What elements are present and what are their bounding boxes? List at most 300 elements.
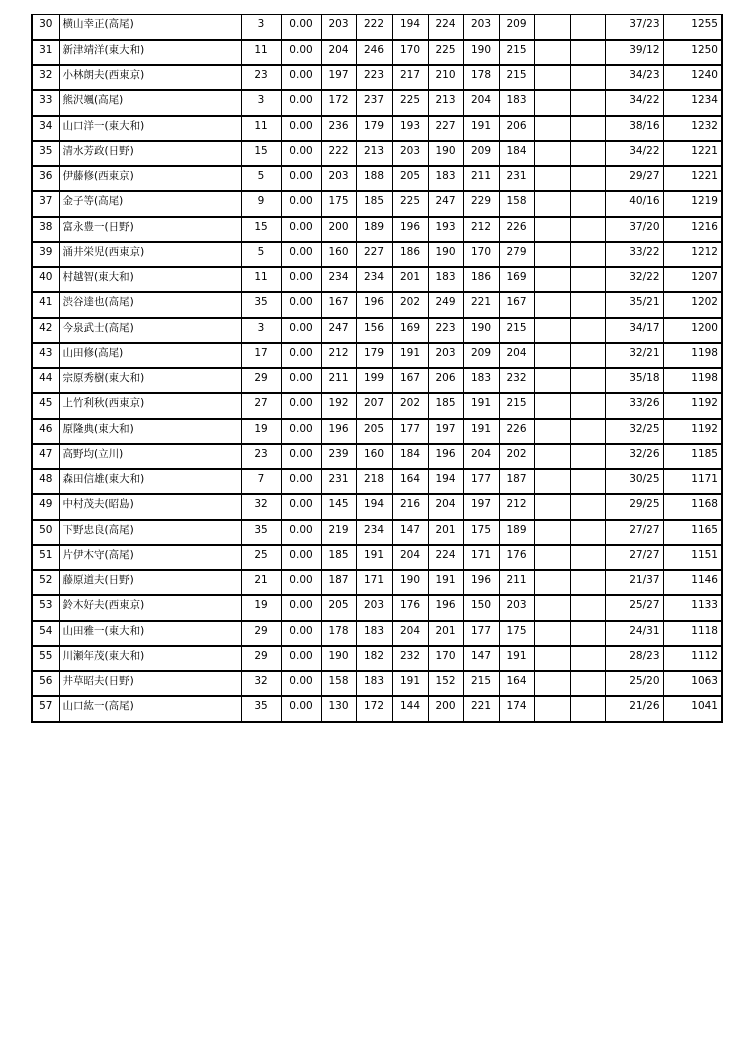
game-1-cell: 231	[321, 469, 356, 494]
empty-cell	[534, 646, 570, 671]
win-loss-cell: 35/18	[605, 368, 663, 393]
total-score-cell: 1192	[663, 393, 722, 418]
game-3-cell: 184	[392, 444, 428, 469]
game-1-cell: 196	[321, 419, 356, 444]
game-6-cell: 231	[499, 166, 534, 191]
handicap-cell: 17	[241, 343, 281, 368]
total-score-cell: 1146	[663, 570, 722, 595]
win-loss-cell: 34/23	[605, 65, 663, 90]
game-4-cell: 223	[428, 318, 463, 343]
game-2-cell: 183	[356, 621, 392, 646]
game-4-cell: 201	[428, 520, 463, 545]
empty-cell	[570, 65, 605, 90]
total-score-cell: 1216	[663, 217, 722, 242]
game-3-cell: 217	[392, 65, 428, 90]
empty-cell	[534, 267, 570, 292]
total-score-cell: 1200	[663, 318, 722, 343]
handicap-cell: 21	[241, 570, 281, 595]
rank-cell: 40	[32, 267, 59, 292]
game-1-cell: 172	[321, 90, 356, 115]
total-score-cell: 1151	[663, 545, 722, 570]
average-cell: 0.00	[281, 621, 321, 646]
game-2-cell: 205	[356, 419, 392, 444]
handicap-cell: 15	[241, 217, 281, 242]
empty-cell	[570, 696, 605, 721]
game-1-cell: 200	[321, 217, 356, 242]
handicap-cell: 11	[241, 116, 281, 141]
rank-cell: 52	[32, 570, 59, 595]
game-5-cell: 203	[463, 15, 499, 40]
total-score-cell: 1168	[663, 494, 722, 519]
empty-cell	[570, 595, 605, 620]
game-5-cell: 221	[463, 292, 499, 317]
table-row	[32, 267, 722, 292]
empty-cell	[534, 368, 570, 393]
empty-cell	[534, 520, 570, 545]
game-6-cell: 184	[499, 141, 534, 166]
game-2-cell: 237	[356, 90, 392, 115]
handicap-cell: 29	[241, 646, 281, 671]
empty-cell	[570, 393, 605, 418]
average-cell: 0.00	[281, 393, 321, 418]
player-name-cell: 清水芳政(日野)	[59, 141, 241, 166]
empty-cell	[534, 570, 570, 595]
empty-cell	[570, 646, 605, 671]
table-row	[32, 166, 722, 191]
empty-cell	[570, 292, 605, 317]
rank-cell: 38	[32, 217, 59, 242]
total-score-cell: 1185	[663, 444, 722, 469]
player-name-cell: 伊藤修(西東京)	[59, 166, 241, 191]
game-4-cell: 190	[428, 141, 463, 166]
table-row	[32, 570, 722, 595]
game-4-cell: 183	[428, 166, 463, 191]
game-5-cell: 209	[463, 343, 499, 368]
handicap-cell: 35	[241, 696, 281, 721]
total-score-cell: 1133	[663, 595, 722, 620]
game-4-cell: 200	[428, 696, 463, 721]
game-5-cell: 211	[463, 166, 499, 191]
handicap-cell: 35	[241, 520, 281, 545]
game-6-cell: 203	[499, 595, 534, 620]
total-score-cell: 1232	[663, 116, 722, 141]
table-row	[32, 671, 722, 696]
handicap-cell: 19	[241, 595, 281, 620]
empty-cell	[570, 419, 605, 444]
game-4-cell: 196	[428, 595, 463, 620]
game-2-cell: 189	[356, 217, 392, 242]
player-name-cell: 新津靖洋(東大和)	[59, 40, 241, 65]
game-4-cell: 152	[428, 671, 463, 696]
game-1-cell: 175	[321, 191, 356, 216]
empty-cell	[570, 40, 605, 65]
game-4-cell: 203	[428, 343, 463, 368]
average-cell: 0.00	[281, 343, 321, 368]
game-3-cell: 232	[392, 646, 428, 671]
table-row	[32, 242, 722, 267]
game-6-cell: 232	[499, 368, 534, 393]
total-score-cell: 1118	[663, 621, 722, 646]
game-2-cell: 191	[356, 545, 392, 570]
rank-cell: 45	[32, 393, 59, 418]
table-row	[32, 65, 722, 90]
empty-cell	[570, 267, 605, 292]
handicap-cell: 11	[241, 267, 281, 292]
game-3-cell: 225	[392, 90, 428, 115]
game-5-cell: 191	[463, 419, 499, 444]
win-loss-cell: 38/16	[605, 116, 663, 141]
game-5-cell: 183	[463, 368, 499, 393]
average-cell: 0.00	[281, 469, 321, 494]
game-5-cell: 204	[463, 444, 499, 469]
table-row	[32, 116, 722, 141]
average-cell: 0.00	[281, 444, 321, 469]
game-1-cell: 222	[321, 141, 356, 166]
game-1-cell: 130	[321, 696, 356, 721]
handicap-cell: 35	[241, 292, 281, 317]
empty-cell	[570, 116, 605, 141]
game-4-cell: 196	[428, 444, 463, 469]
player-name-cell: 中村茂夫(昭島)	[59, 494, 241, 519]
average-cell: 0.00	[281, 671, 321, 696]
game-3-cell: 191	[392, 671, 428, 696]
game-1-cell: 204	[321, 40, 356, 65]
empty-cell	[534, 696, 570, 721]
game-6-cell: 202	[499, 444, 534, 469]
player-name-cell: 山田雅一(東大和)	[59, 621, 241, 646]
player-name-cell: 山口洋一(東大和)	[59, 116, 241, 141]
game-2-cell: 246	[356, 40, 392, 65]
game-2-cell: 171	[356, 570, 392, 595]
total-score-cell: 1255	[663, 15, 722, 40]
rank-cell: 53	[32, 595, 59, 620]
rank-cell: 48	[32, 469, 59, 494]
handicap-cell: 32	[241, 671, 281, 696]
player-name-cell: 村越智(東大和)	[59, 267, 241, 292]
game-5-cell: 170	[463, 242, 499, 267]
game-6-cell: 279	[499, 242, 534, 267]
game-1-cell: 158	[321, 671, 356, 696]
game-1-cell: 234	[321, 267, 356, 292]
win-loss-cell: 40/16	[605, 191, 663, 216]
game-3-cell: 164	[392, 469, 428, 494]
table-row	[32, 368, 722, 393]
game-4-cell: 249	[428, 292, 463, 317]
game-3-cell: 193	[392, 116, 428, 141]
average-cell: 0.00	[281, 292, 321, 317]
win-loss-cell: 25/27	[605, 595, 663, 620]
win-loss-cell: 33/22	[605, 242, 663, 267]
win-loss-cell: 27/27	[605, 545, 663, 570]
handicap-cell: 5	[241, 242, 281, 267]
game-2-cell: 234	[356, 267, 392, 292]
handicap-cell: 29	[241, 621, 281, 646]
average-cell: 0.00	[281, 368, 321, 393]
table-row	[32, 191, 722, 216]
player-name-cell: 宗原秀樹(東大和)	[59, 368, 241, 393]
table-row	[32, 469, 722, 494]
score-table	[31, 14, 723, 723]
handicap-cell: 3	[241, 15, 281, 40]
player-name-cell: 富永豊一(日野)	[59, 217, 241, 242]
empty-cell	[534, 545, 570, 570]
empty-cell	[534, 494, 570, 519]
average-cell: 0.00	[281, 696, 321, 721]
game-2-cell: 156	[356, 318, 392, 343]
average-cell: 0.00	[281, 65, 321, 90]
table-row	[32, 520, 722, 545]
game-2-cell: 203	[356, 595, 392, 620]
game-2-cell: 196	[356, 292, 392, 317]
total-score-cell: 1221	[663, 166, 722, 191]
table-row	[32, 15, 722, 40]
game-6-cell: 206	[499, 116, 534, 141]
win-loss-cell: 34/17	[605, 318, 663, 343]
rank-cell: 47	[32, 444, 59, 469]
table-row	[32, 292, 722, 317]
rank-cell: 44	[32, 368, 59, 393]
win-loss-cell: 32/22	[605, 267, 663, 292]
game-1-cell: 160	[321, 242, 356, 267]
game-3-cell: 170	[392, 40, 428, 65]
empty-cell	[570, 469, 605, 494]
empty-cell	[534, 393, 570, 418]
game-5-cell: 171	[463, 545, 499, 570]
total-score-cell: 1171	[663, 469, 722, 494]
average-cell: 0.00	[281, 545, 321, 570]
game-2-cell: 179	[356, 116, 392, 141]
average-cell: 0.00	[281, 141, 321, 166]
game-1-cell: 190	[321, 646, 356, 671]
player-name-cell: 下野忠良(高尾)	[59, 520, 241, 545]
table-row	[32, 393, 722, 418]
game-3-cell: 190	[392, 570, 428, 595]
game-6-cell: 226	[499, 217, 534, 242]
average-cell: 0.00	[281, 90, 321, 115]
game-2-cell: 183	[356, 671, 392, 696]
handicap-cell: 5	[241, 166, 281, 191]
game-3-cell: 147	[392, 520, 428, 545]
rank-cell: 57	[32, 696, 59, 721]
empty-cell	[534, 15, 570, 40]
empty-cell	[570, 90, 605, 115]
game-6-cell: 215	[499, 40, 534, 65]
game-6-cell: 158	[499, 191, 534, 216]
player-name-cell: 藤原道夫(日野)	[59, 570, 241, 595]
empty-cell	[534, 65, 570, 90]
average-cell: 0.00	[281, 116, 321, 141]
total-score-cell: 1240	[663, 65, 722, 90]
rank-cell: 42	[32, 318, 59, 343]
win-loss-cell: 34/22	[605, 90, 663, 115]
game-5-cell: 229	[463, 191, 499, 216]
game-2-cell: 179	[356, 343, 392, 368]
game-3-cell: 176	[392, 595, 428, 620]
game-5-cell: 209	[463, 141, 499, 166]
empty-cell	[534, 671, 570, 696]
game-1-cell: 197	[321, 65, 356, 90]
win-loss-cell: 34/22	[605, 141, 663, 166]
rank-cell: 34	[32, 116, 59, 141]
handicap-cell: 3	[241, 318, 281, 343]
game-5-cell: 197	[463, 494, 499, 519]
empty-cell	[534, 90, 570, 115]
game-4-cell: 183	[428, 267, 463, 292]
game-5-cell: 215	[463, 671, 499, 696]
game-1-cell: 187	[321, 570, 356, 595]
win-loss-cell: 37/23	[605, 15, 663, 40]
win-loss-cell: 30/25	[605, 469, 663, 494]
game-2-cell: 185	[356, 191, 392, 216]
game-2-cell: 182	[356, 646, 392, 671]
empty-cell	[570, 166, 605, 191]
rank-cell: 37	[32, 191, 59, 216]
game-2-cell: 218	[356, 469, 392, 494]
player-name-cell: 片伊木守(高尾)	[59, 545, 241, 570]
game-1-cell: 203	[321, 15, 356, 40]
average-cell: 0.00	[281, 267, 321, 292]
empty-cell	[570, 368, 605, 393]
game-5-cell: 175	[463, 520, 499, 545]
player-name-cell: 上竹利秋(西東京)	[59, 393, 241, 418]
rank-cell: 46	[32, 419, 59, 444]
game-3-cell: 177	[392, 419, 428, 444]
game-1-cell: 185	[321, 545, 356, 570]
average-cell: 0.00	[281, 217, 321, 242]
empty-cell	[534, 116, 570, 141]
game-6-cell: 167	[499, 292, 534, 317]
game-5-cell: 191	[463, 116, 499, 141]
game-1-cell: 145	[321, 494, 356, 519]
empty-cell	[534, 191, 570, 216]
empty-cell	[534, 419, 570, 444]
game-5-cell: 177	[463, 469, 499, 494]
game-1-cell: 167	[321, 292, 356, 317]
player-name-cell: 井草昭夫(日野)	[59, 671, 241, 696]
table-row	[32, 141, 722, 166]
game-5-cell: 177	[463, 621, 499, 646]
handicap-cell: 7	[241, 469, 281, 494]
table-row	[32, 444, 722, 469]
game-5-cell: 190	[463, 318, 499, 343]
game-1-cell: 219	[321, 520, 356, 545]
game-1-cell: 239	[321, 444, 356, 469]
player-name-cell: 今泉武士(高尾)	[59, 318, 241, 343]
empty-cell	[570, 545, 605, 570]
total-score-cell: 1234	[663, 90, 722, 115]
game-4-cell: 224	[428, 15, 463, 40]
total-score-cell: 1192	[663, 419, 722, 444]
player-name-cell: 鈴木好夫(西東京)	[59, 595, 241, 620]
total-score-cell: 1219	[663, 191, 722, 216]
rank-cell: 50	[32, 520, 59, 545]
game-2-cell: 172	[356, 696, 392, 721]
game-6-cell: 215	[499, 65, 534, 90]
handicap-cell: 15	[241, 141, 281, 166]
rank-cell: 51	[32, 545, 59, 570]
handicap-cell: 19	[241, 419, 281, 444]
game-6-cell: 211	[499, 570, 534, 595]
game-2-cell: 188	[356, 166, 392, 191]
total-score-cell: 1198	[663, 368, 722, 393]
game-5-cell: 221	[463, 696, 499, 721]
rank-cell: 54	[32, 621, 59, 646]
game-6-cell: 215	[499, 393, 534, 418]
game-1-cell: 178	[321, 621, 356, 646]
win-loss-cell: 24/31	[605, 621, 663, 646]
total-score-cell: 1041	[663, 696, 722, 721]
game-6-cell: 189	[499, 520, 534, 545]
player-name-cell: 熊沢颯(高尾)	[59, 90, 241, 115]
player-name-cell: 小林朗夫(西東京)	[59, 65, 241, 90]
game-4-cell: 206	[428, 368, 463, 393]
game-3-cell: 216	[392, 494, 428, 519]
game-4-cell: 191	[428, 570, 463, 595]
player-name-cell: 金子等(高尾)	[59, 191, 241, 216]
total-score-cell: 1250	[663, 40, 722, 65]
game-4-cell: 190	[428, 242, 463, 267]
empty-cell	[570, 141, 605, 166]
empty-cell	[570, 242, 605, 267]
table-row	[32, 419, 722, 444]
game-5-cell: 191	[463, 393, 499, 418]
rank-cell: 30	[32, 15, 59, 40]
table-row	[32, 646, 722, 671]
game-6-cell: 175	[499, 621, 534, 646]
average-cell: 0.00	[281, 419, 321, 444]
empty-cell	[534, 141, 570, 166]
win-loss-cell: 29/27	[605, 166, 663, 191]
empty-cell	[570, 15, 605, 40]
game-3-cell: 205	[392, 166, 428, 191]
game-3-cell: 169	[392, 318, 428, 343]
average-cell: 0.00	[281, 166, 321, 191]
game-1-cell: 205	[321, 595, 356, 620]
game-4-cell: 194	[428, 469, 463, 494]
game-3-cell: 196	[392, 217, 428, 242]
rank-cell: 39	[32, 242, 59, 267]
rank-cell: 55	[32, 646, 59, 671]
game-1-cell: 192	[321, 393, 356, 418]
game-3-cell: 204	[392, 545, 428, 570]
total-score-cell: 1165	[663, 520, 722, 545]
empty-cell	[534, 343, 570, 368]
table-body	[32, 15, 722, 722]
table-row	[32, 318, 722, 343]
game-2-cell: 160	[356, 444, 392, 469]
game-3-cell: 167	[392, 368, 428, 393]
rank-cell: 36	[32, 166, 59, 191]
game-3-cell: 186	[392, 242, 428, 267]
win-loss-cell: 37/20	[605, 217, 663, 242]
empty-cell	[570, 671, 605, 696]
empty-cell	[534, 292, 570, 317]
average-cell: 0.00	[281, 242, 321, 267]
win-loss-cell: 32/25	[605, 419, 663, 444]
game-6-cell: 176	[499, 545, 534, 570]
game-6-cell: 169	[499, 267, 534, 292]
rank-cell: 31	[32, 40, 59, 65]
table-row	[32, 40, 722, 65]
empty-cell	[570, 570, 605, 595]
game-5-cell: 212	[463, 217, 499, 242]
total-score-cell: 1212	[663, 242, 722, 267]
win-loss-cell: 39/12	[605, 40, 663, 65]
table-row	[32, 545, 722, 570]
game-6-cell: 209	[499, 15, 534, 40]
game-1-cell: 236	[321, 116, 356, 141]
game-5-cell: 147	[463, 646, 499, 671]
